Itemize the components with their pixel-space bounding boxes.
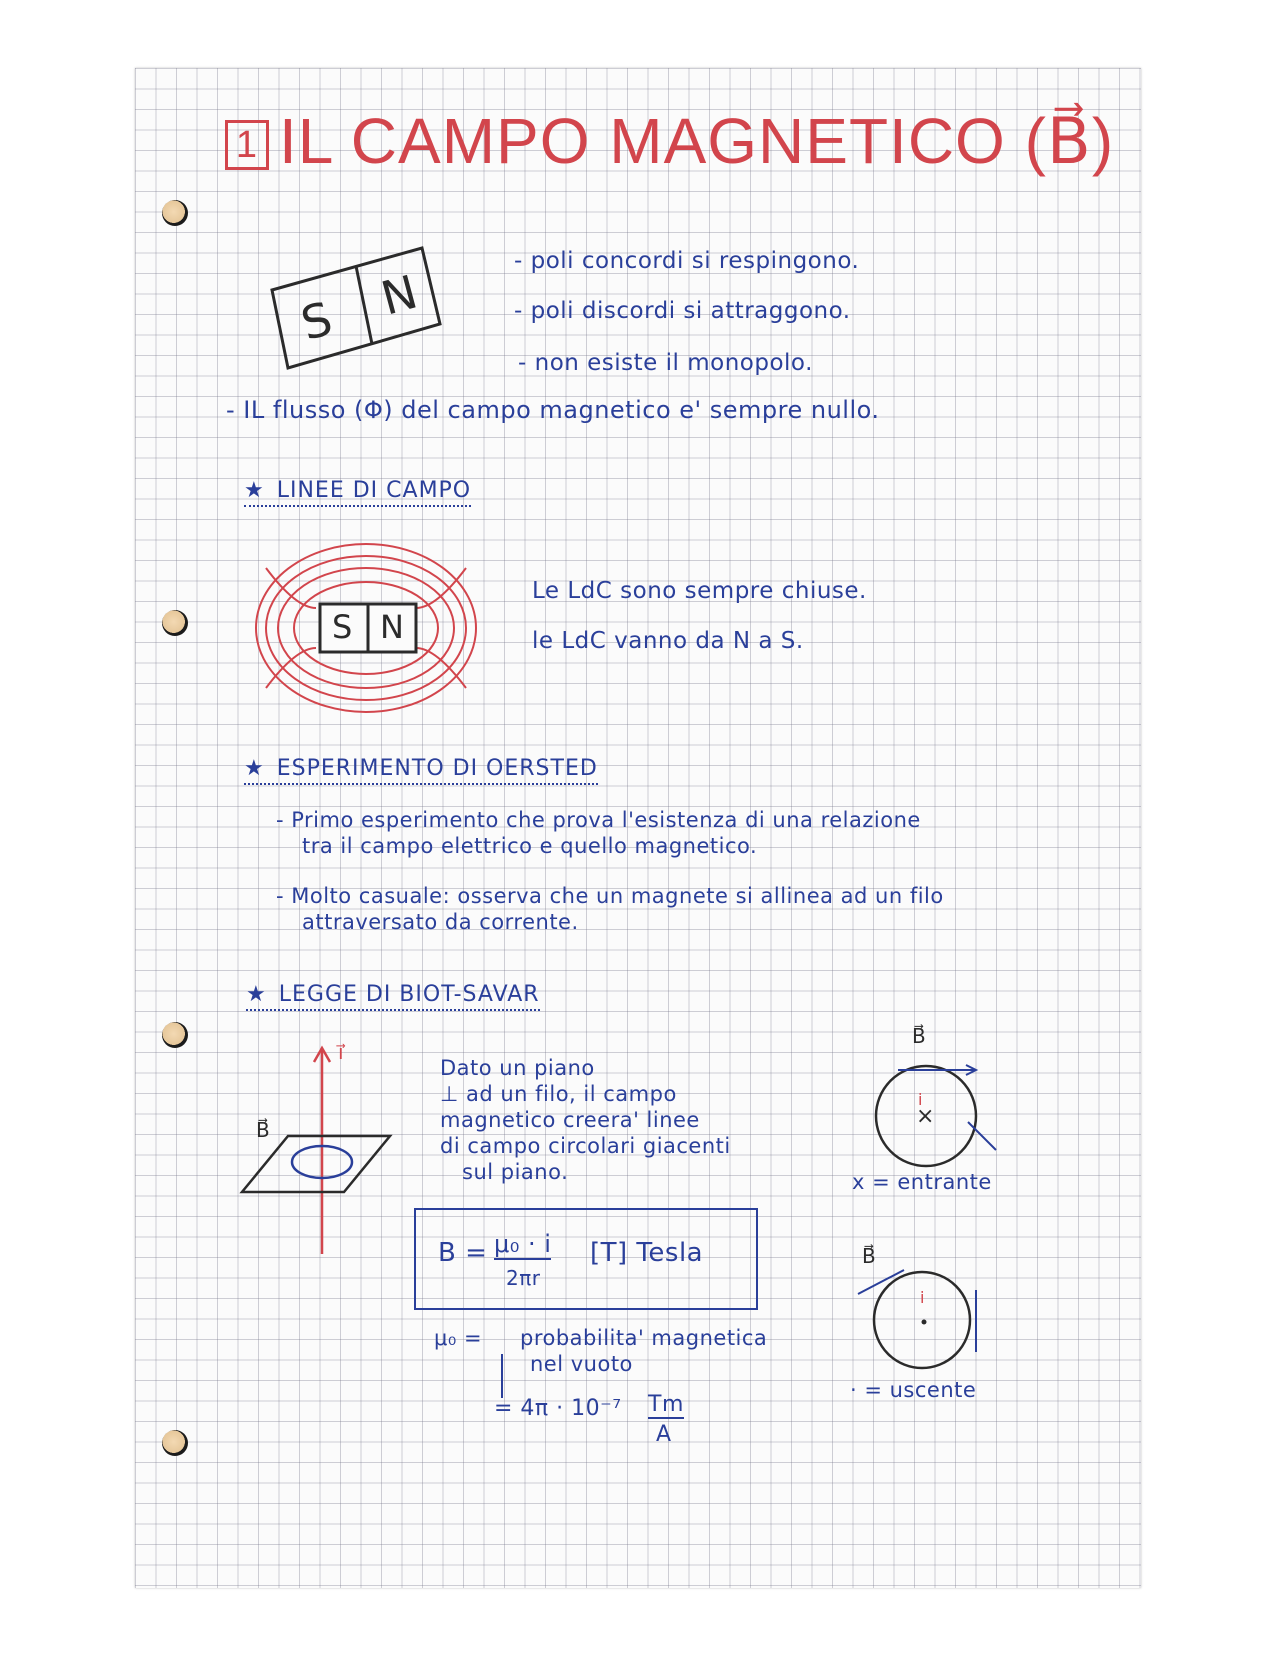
oersted-point: tra il campo elettrico e quello magnetico. xyxy=(302,834,758,858)
mu-text: probabilita' magnetica xyxy=(520,1326,768,1350)
binder-hole xyxy=(162,1022,188,1048)
section-heading-oersted xyxy=(244,756,598,785)
biot-description: ⊥ ad un filo, il campo xyxy=(440,1082,677,1106)
star-icon: ★ xyxy=(246,982,267,1007)
entering-caption: x = entrante xyxy=(852,1170,992,1194)
binder-hole xyxy=(162,610,188,636)
page-title xyxy=(225,104,1114,179)
formula-denominator: 2πr xyxy=(506,1266,541,1290)
mu-bracket xyxy=(500,1354,506,1398)
mu-value: = 4π · 10⁻⁷ xyxy=(494,1396,622,1421)
field-diagram-south: S xyxy=(332,608,353,646)
oersted-point: - Primo esperimento che prova l'esistenza di una relazione xyxy=(276,808,921,832)
rule-line: - poli discordi si attraggono. xyxy=(514,298,851,324)
flux-note: - IL flusso (Φ) del campo magnetico e' sempre nullo. xyxy=(226,396,880,424)
star-icon: ★ xyxy=(244,478,265,503)
biot-description: magnetico creera' linee xyxy=(440,1108,700,1132)
binder-hole xyxy=(162,200,188,226)
field-note: le LdC vanno da N a S. xyxy=(532,628,804,654)
exiting-field-label: B⃗ xyxy=(862,1244,877,1268)
formula-numerator: μ₀ · i xyxy=(494,1230,552,1258)
exiting-caption: · = uscente xyxy=(850,1378,977,1402)
mu-unit-num: Tm xyxy=(648,1392,684,1417)
section-heading-field-lines xyxy=(244,478,471,507)
mu-text: nel vuoto xyxy=(530,1352,633,1376)
exiting-field-circle xyxy=(852,1260,992,1380)
field-label: B⃗ xyxy=(256,1118,271,1142)
biot-description: di campo circolari giacenti xyxy=(440,1134,731,1158)
star-icon: ★ xyxy=(244,756,265,781)
mu-symbol: μ₀ = xyxy=(434,1326,483,1350)
section-title: LEGGE DI BIOT-SAVAR xyxy=(278,982,540,1007)
rule-line: - non esiste il monopolo. xyxy=(518,350,813,376)
biot-description: sul piano. xyxy=(462,1160,569,1184)
entering-field-label: B⃗ xyxy=(912,1024,927,1048)
section-title: ESPERIMENTO DI OERSTED xyxy=(276,756,598,781)
formula-lhs: B = xyxy=(438,1238,488,1268)
oersted-point: - Molto casuale: osserva che un magnete si allinea ad un filo xyxy=(276,884,944,908)
entering-i-label: i xyxy=(918,1090,923,1109)
oersted-point: attraversato da corrente. xyxy=(302,910,579,934)
rule-line: - poli concordi si respingono. xyxy=(514,248,860,274)
cross-icon: × xyxy=(916,1104,935,1129)
wire-plane-diagram xyxy=(240,1040,400,1260)
exiting-i-label: i xyxy=(920,1288,925,1307)
title-number-box: 1 xyxy=(225,120,269,170)
biot-description: Dato un piano xyxy=(440,1056,595,1080)
title-text: IL CAMPO MAGNETICO (B⃗) xyxy=(279,105,1115,177)
magnet-north-label: N xyxy=(375,264,424,326)
magnet-south-label: S xyxy=(295,291,339,351)
section-heading-biot-savart xyxy=(246,982,540,1011)
binder-hole xyxy=(162,1430,188,1456)
field-diagram-north: N xyxy=(380,608,405,646)
field-note: Le LdC sono sempre chiuse. xyxy=(532,578,867,604)
section-title: LINEE DI CAMPO xyxy=(276,478,472,503)
current-label: i⃗ xyxy=(338,1040,345,1064)
mu-unit-den: A xyxy=(656,1422,672,1447)
formula-unit: [T] Tesla xyxy=(590,1238,704,1268)
